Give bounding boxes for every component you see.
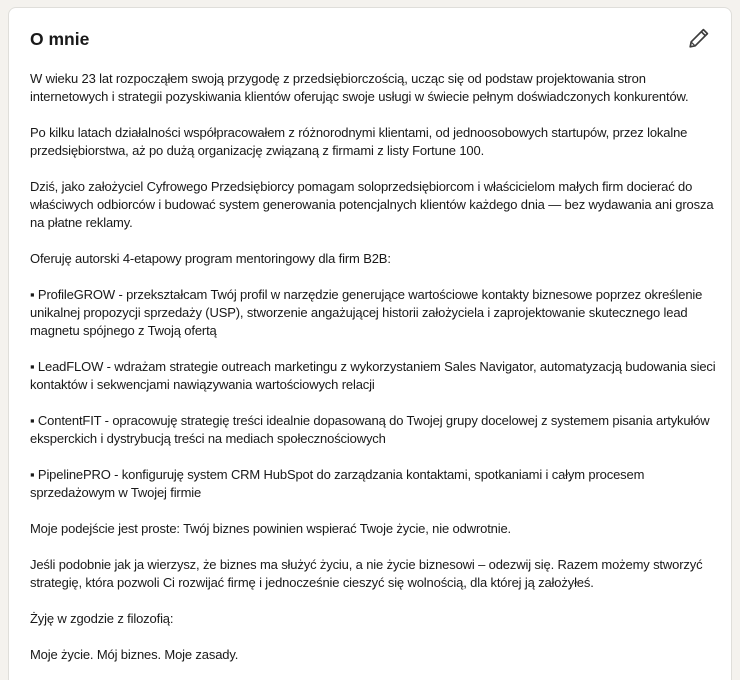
program-item-contentfit — [30, 412, 716, 448]
text-line: Żyję w zgodzie z filozofią: — [30, 611, 174, 626]
text-line: ▪ LeadFLOW - wdrażam strategie outreach marketingu z wykorzystaniem Sales Navigator, automatyzacją budowania sieci — [30, 359, 716, 374]
experience-paragraph — [30, 124, 716, 160]
text-line: Moje podejście jest proste: Twój biznes powinien wspierać Twoje życie, nie odwrotnie. — [30, 521, 512, 536]
text-line: przedsiębiorstwa, aż po dużą organizację związaną z firmami z listy Fortune 100. — [30, 143, 485, 158]
text-line: Oferuję autorski 4-etapowy program mentoringowy dla firm B2B: — [30, 251, 391, 266]
text-line: Jeśli podobnie jak ja wierzysz, że biznes ma służyć życiu, a nie życie biznesowi – odezwij się. Razem możemy stworzyć — [30, 557, 703, 572]
motto-paragraph — [30, 646, 716, 664]
program-item-leadflow — [30, 358, 716, 394]
text-line: unikalnej propozycji sprzedaży (USP), stworzenie angażującej historii założyciela i zaprojektowanie skutecznego lead — [30, 305, 688, 320]
about-text — [30, 70, 716, 664]
text-line: Po kilku latach działalności współpracowałem z różnorodnymi klientami, od jednoosobowych startupów, przez lokalne — [30, 125, 688, 140]
call-to-action-paragraph — [30, 556, 716, 592]
text-line: ▪ ProfileGROW - przekształcam Twój profil w narzędzie generujące wartościowe kontakty biznesowe poprzez określenie — [30, 287, 703, 302]
text-line: magnetu spójnego z Twoją ofertą — [30, 323, 217, 338]
text-line: na płatne reklamy. — [30, 215, 133, 230]
text-line: ▪ ContentFIT - opracowuję strategię treści idealnie dopasowaną do Twojej grupy docelowej z systemem pisania artykułów — [30, 413, 710, 428]
text-line: sprzedażowym w Twojej firmie — [30, 485, 202, 500]
pencil-icon — [687, 26, 711, 50]
program-intro-paragraph — [30, 250, 716, 268]
text-line: Dziś, jako założyciel Cyfrowego Przedsiębiorcy pomagam soloprzedsiębiorcom i właścicielom małych firm docierać do — [30, 179, 693, 194]
program-item-pipelinepro — [30, 466, 716, 502]
about-card — [8, 7, 732, 680]
philosophy-intro-paragraph — [30, 610, 716, 628]
intro-paragraph — [30, 70, 716, 106]
text-line: W wieku 23 lat rozpocząłem swoją przygodę z przedsiębiorczością, ucząc się od podstaw projektowania stron — [30, 71, 646, 86]
text-line: strategię, która pozwoli Ci rozwijać firmę i jednocześnie cieszyć się wolnością, dla której ją założyłeś. — [30, 575, 594, 590]
program-item-profilegrow — [30, 286, 716, 340]
section-title: O mnie — [30, 29, 90, 49]
approach-paragraph — [30, 520, 716, 538]
text-line: eksperckich i dystrybucją treści na mediach społecznościowych — [30, 431, 386, 446]
mission-paragraph — [30, 178, 716, 232]
text-line: kontaktów i sekwencjami nawiązywania wartościowych relacji — [30, 377, 375, 392]
text-line: ▪ PipelinePRO - konfiguruję system CRM HubSpot do zarządzania kontaktami, spotkaniami i całym procesem — [30, 467, 645, 482]
text-line: Moje życie. Mój biznes. Moje zasady. — [30, 647, 239, 662]
text-line: właściwych odbiorców i budować system generowania potencjalnych klientów każdego dnia — bez wydawania ani grosza — [30, 197, 714, 212]
text-line: internetowych i strategii pozyskiwania klientów oferując swoje usługi w świecie pełnym doświadczonych konkurentów. — [30, 89, 689, 104]
edit-about-button[interactable] — [687, 26, 711, 50]
